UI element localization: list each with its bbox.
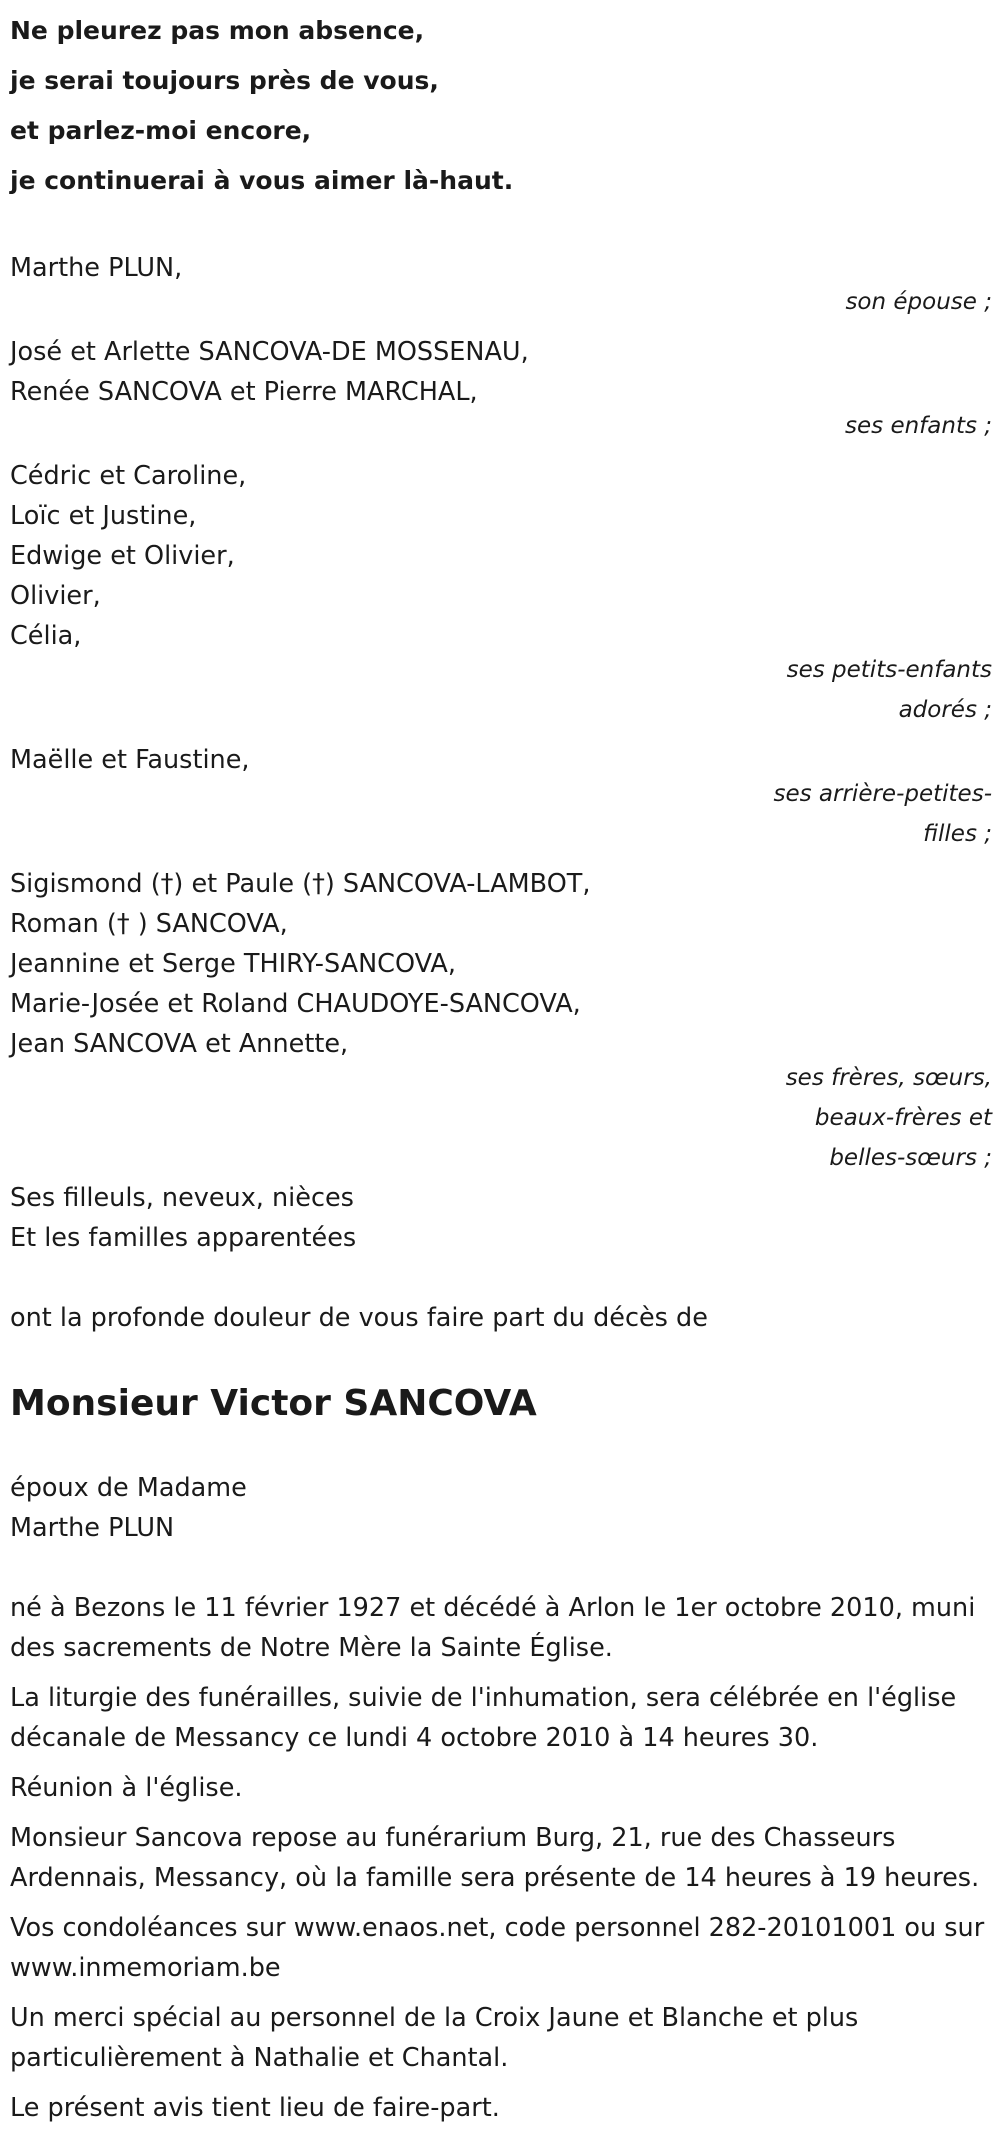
relation-line: ses arrière-petites-: [773, 781, 992, 807]
condolences-paragraph: Vos condoléances sur www.enaos.net, code personnel 282-20101001 ou sur www.inmemoriam.be: [10, 1913, 985, 1983]
poem-line: je continuerai à vous aimer là-haut.: [10, 166, 514, 195]
notice-paragraph: Le présent avis tient lieu de faire-part.: [10, 2093, 500, 2123]
relation-label: [662, 282, 992, 322]
extended-family: [10, 1178, 990, 1258]
family-name: Jean SANCOVA et Annette,: [10, 1029, 349, 1059]
relation-line: ses enfants ;: [845, 413, 992, 439]
relation-label: [662, 650, 992, 730]
family-name: Olivier,: [10, 581, 101, 611]
family-group-children: [10, 332, 990, 446]
spouse-info: [10, 1468, 990, 1548]
poem-line: et parlez-moi encore,: [10, 116, 312, 145]
closing-line: Ses filleuls, neveux, nièces: [10, 1183, 354, 1213]
death-notice: [10, 0, 990, 2138]
poem-line: je serai toujours près de vous,: [10, 66, 439, 95]
family-name: Maëlle et Faustine,: [10, 745, 250, 775]
family-group-spouse: [10, 248, 990, 322]
family-name: Marie-Josée et Roland CHAUDOYE-SANCOVA,: [10, 989, 581, 1019]
family-group-siblings: [10, 864, 990, 1178]
relation-line: adorés ;: [898, 697, 992, 723]
family-name: Sigismond (†) et Paule (†) SANCOVA-LAMBOT,: [10, 869, 591, 899]
funerarium-paragraph: Monsieur Sancova repose au funérarium Burg, 21, rue des Chasseurs Ardennais, Messancy, où la famille sera présente de 14 heures à 19 heures.: [10, 1823, 980, 1893]
relation-label: [662, 406, 992, 446]
family-group-great-grandchildren: [10, 740, 990, 854]
thanks-paragraph: Un merci spécial au personnel de la Croix Jaune et Blanche et plus particulièrement à Nathalie et Chantal.: [10, 2003, 859, 2073]
poem: [10, 0, 990, 206]
relation-label: [662, 774, 992, 854]
poem-line: Ne pleurez pas mon absence,: [10, 16, 425, 45]
family-name: Roman († ) SANCOVA,: [10, 909, 288, 939]
relation-line: beaux-frères et: [814, 1105, 992, 1131]
closing-line: Et les familles apparentées: [10, 1223, 357, 1253]
family-name: Marthe PLUN,: [10, 253, 183, 283]
deceased-name: Monsieur Victor SANCOVA: [10, 1383, 537, 1424]
family-name: Jeannine et Serge THIRY-SANCOVA,: [10, 949, 456, 979]
relation-line: belles-sœurs ;: [829, 1145, 992, 1171]
relation-line: ses frères, sœurs,: [785, 1065, 992, 1091]
family-group-grandchildren: [10, 456, 990, 730]
relation-label: [662, 1058, 992, 1178]
funeral-paragraph: La liturgie des funérailles, suivie de l'inhumation, sera célébrée en l'église décanale de Messancy ce lundi 4 octobre 2010 à 14 heures 30.: [10, 1683, 957, 1753]
family-name: Renée SANCOVA et Pierre MARCHAL,: [10, 377, 478, 407]
spouse-line: époux de Madame: [10, 1473, 247, 1503]
family-name: Célia,: [10, 621, 82, 651]
relation-line: filles ;: [923, 821, 992, 847]
meeting-paragraph: Réunion à l'église.: [10, 1773, 243, 1803]
family-name: Cédric et Caroline,: [10, 461, 247, 491]
family-name: Loïc et Justine,: [10, 501, 197, 531]
family-name: José et Arlette SANCOVA-DE MOSSENAU,: [10, 337, 529, 367]
family-name: Edwige et Olivier,: [10, 541, 235, 571]
spouse-line: Marthe PLUN: [10, 1513, 175, 1543]
birth-death-paragraph: né à Bezons le 11 février 1927 et décédé à Arlon le 1er octobre 2010, muni des sacrements de Notre Mère la Sainte Église.: [10, 1593, 976, 1663]
announcement: ont la profonde douleur de vous faire part du décès de: [10, 1303, 708, 1333]
relation-line: ses petits-enfants: [786, 657, 992, 683]
relation-line: son épouse ;: [845, 289, 992, 315]
